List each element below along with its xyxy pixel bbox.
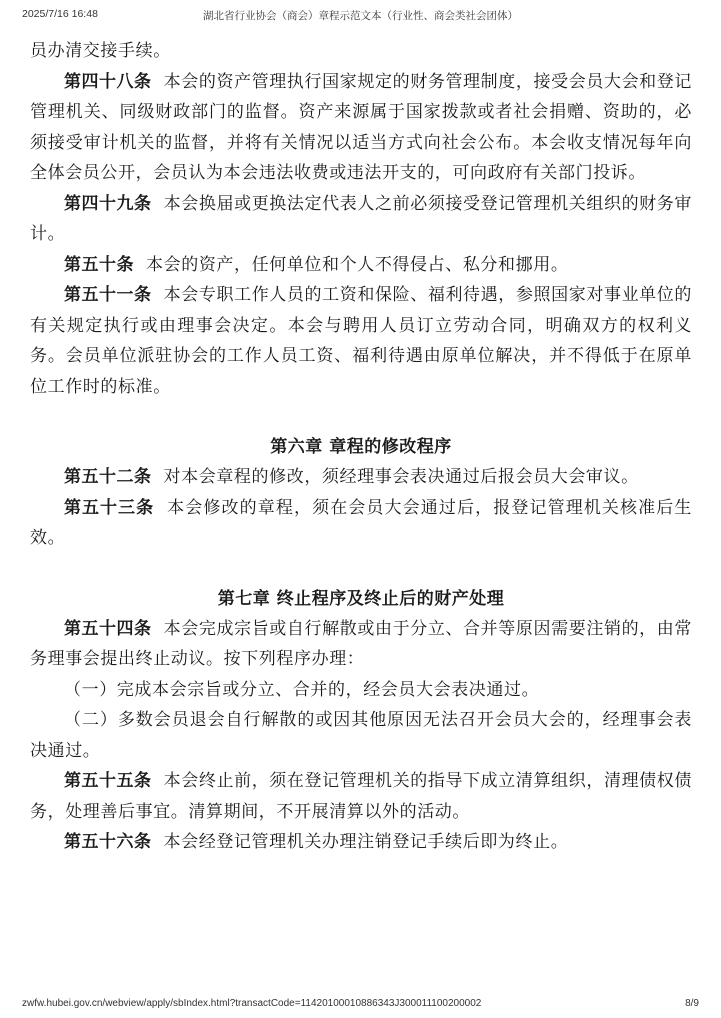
article-label: 第五十四条 bbox=[64, 618, 152, 639]
print-date: 2025/7/16 16:48 bbox=[22, 8, 98, 20]
article-label: 第五十三条 bbox=[64, 497, 155, 518]
article-label: 第五十二条 bbox=[64, 467, 152, 487]
article-48 bbox=[30, 67, 692, 189]
article-label: 第五十一条 bbox=[64, 285, 152, 305]
document-title: 湖北省行业协会（商会）章程示范文本（行业性、商会类社会团体） bbox=[203, 10, 518, 22]
procedure-item-2: （二）多数会员退会自行解散的或因其他原因无法召开会员大会的，经理事会表决通过。 bbox=[30, 710, 692, 761]
article-text: 本会完成宗旨或自行解散或由于分立、合并等原因需要注销的，由常务理事会提出终止动议。按下列程序办理： bbox=[30, 618, 693, 669]
article-text: 本会的资产，任何单位和个人不得侵占、私分和挪用。 bbox=[146, 254, 569, 275]
article-label: 第四十九条 bbox=[64, 193, 152, 214]
article-50 bbox=[30, 250, 692, 281]
article-label: 第五十五条 bbox=[64, 771, 152, 791]
continuation-text: 员办清交接手续。 bbox=[30, 41, 171, 61]
article-label: 第四十八条 bbox=[64, 71, 152, 92]
article-56 bbox=[30, 827, 692, 858]
article-52 bbox=[30, 462, 692, 493]
article-53 bbox=[30, 493, 692, 554]
article-55 bbox=[30, 766, 692, 827]
article-54 bbox=[30, 614, 692, 675]
article-text: 本会换届或更换法定代表人之前必须接受登记管理机关组织的财务审计。 bbox=[30, 193, 693, 244]
article-text: 本会的资产管理执行国家规定的财务管理制度，接受会员大会和登记管理机关、同级财政部门的监督。资产来源属于国家拨款或者社会捐赠、资助的，必须接受审计机关的监督，并将有关情况以适当方式向社会公布。本会收支情况每年向全体会员公开，会员认为本会违法收费或违法开支的，可向政府有关部门投诉。 bbox=[30, 71, 693, 183]
article-49 bbox=[30, 189, 692, 250]
article-text: 本会修改的章程，须在会员大会通过后，报登记管理机关核准后生效。 bbox=[30, 497, 693, 548]
document-body bbox=[30, 36, 692, 858]
article-text: 本会专职工作人员的工资和保险、福利待遇，参照国家对事业单位的有关规定执行或由理事会决定。本会与聘用人员订立劳动合同，明确双方的权利义务。会员单位派驻协会的工作人员工资、福利待遇由原单位解决，并不得低于在原单位工作时的标准。 bbox=[30, 285, 693, 397]
article-label: 第五十条 bbox=[64, 254, 134, 275]
chapter-6-heading: 第六章 章程的修改程序 bbox=[270, 437, 452, 457]
article-51 bbox=[30, 280, 692, 402]
article-label: 第五十六条 bbox=[64, 832, 152, 852]
page-number: 8/9 bbox=[685, 998, 699, 1009]
chapter-7-heading: 第七章 终止程序及终止后的财产处理 bbox=[217, 588, 505, 609]
article-text: 本会终止前，须在登记管理机关的指导下成立清算组织，清理债权债务，处理善后事宜。清算期间，不开展清算以外的活动。 bbox=[30, 771, 693, 822]
article-text: 本会经登记管理机关办理注销登记手续后即为终止。 bbox=[163, 832, 569, 852]
print-header bbox=[22, 8, 699, 24]
source-url: zwfw.hubei.gov.cn/webview/apply/sbIndex.html?transactCode=11420100010886343J300011100200002 bbox=[22, 998, 482, 1009]
article-text: 对本会章程的修改，须经理事会表决通过后报会员大会审议。 bbox=[163, 467, 639, 487]
procedure-item-1: （一）完成本会宗旨或分立、合并的，经会员大会表决通过。 bbox=[64, 679, 540, 700]
print-footer bbox=[22, 998, 699, 1014]
